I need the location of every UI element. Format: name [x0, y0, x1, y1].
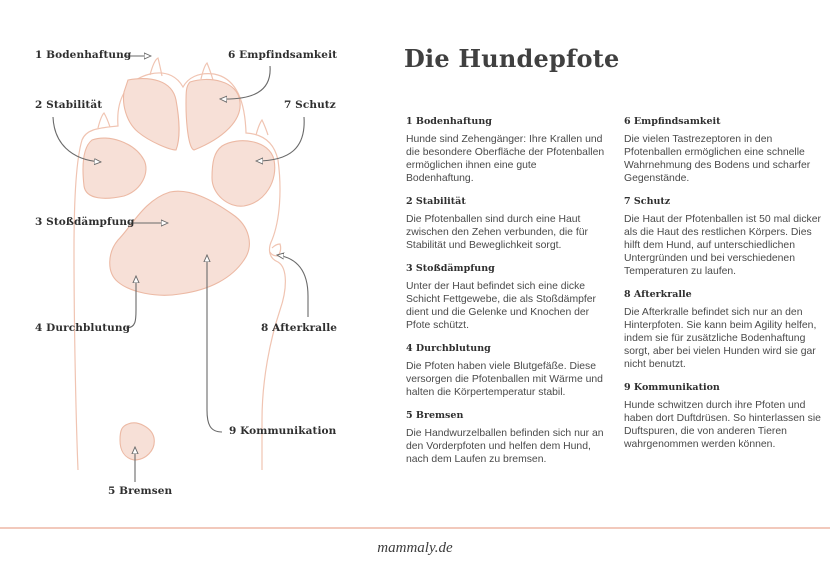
- section-heading: 5 Bremsen: [406, 410, 464, 421]
- section-heading: 9 Kommunikation: [624, 382, 720, 393]
- section-text: Die Afterkralle befindet sich nur an den Hinterpfoten. Sie kann beim Agility helfen, indem sie für zusätzliche Bodenhaftung sorgt, aber bei vielen Hunden wird sie gar nicht benutzt.: [624, 307, 817, 370]
- label-durchblutung: 4 Durchblutung: [35, 322, 131, 334]
- arrow-8: [277, 255, 308, 317]
- paw-diagram: [0, 0, 370, 520]
- info-section: [624, 382, 830, 451]
- label-bodenhaftung: 1 Bodenhaftung: [35, 49, 132, 61]
- page-title: Die Hundepfote: [404, 44, 620, 73]
- toe-pad-2: [186, 79, 240, 150]
- info-section: [406, 196, 606, 252]
- section-text: Die Pfotenballen sind durch eine Haut zwischen den Zehen verbunden, die für Stabilität und Beweglichkeit sorgt.: [406, 214, 588, 251]
- section-heading: 1 Bodenhaftung: [406, 116, 492, 127]
- section-text: Die vielen Tastrezeptoren in den Pfotenballen ermöglichen eine schnelle Wahrnehmung des Bodens und scharfer Gegenstände.: [624, 134, 811, 184]
- section-heading: 7 Schutz: [624, 196, 671, 207]
- claw-2: [201, 63, 213, 80]
- section-heading: 3 Stoßdämpfung: [406, 263, 495, 274]
- info-column-left: [406, 116, 606, 477]
- section-heading: 2 Stabilität: [406, 196, 466, 207]
- section-text: Die Haut der Pfotenballen ist 50 mal dicker als die Haut des restlichen Körpers. Dies hilft dem Hund, auf unterschiedlichen Untergründen und bei verschiedenen Temperaturen zu laufen.: [624, 214, 821, 277]
- section-text: Die Pfoten haben viele Blutgefäße. Diese versorgen die Pfotenballen mit Wärme und halten die Körpertemperatur stabil.: [406, 361, 603, 398]
- info-section: [624, 116, 830, 185]
- info-section: [624, 196, 830, 278]
- info-section: [624, 289, 830, 371]
- toe-pad-3: [83, 138, 146, 198]
- paw-pads: [83, 79, 275, 460]
- toe-pad-1: [124, 79, 179, 150]
- toe-pad-4: [212, 141, 275, 206]
- label-afterkralle: 8 Afterkralle: [261, 322, 338, 334]
- label-bremsen: 5 Bremsen: [108, 485, 173, 497]
- footer-brand: mammaly.de: [377, 540, 453, 556]
- footer-divider: [0, 527, 830, 529]
- section-heading: 4 Durchblutung: [406, 343, 491, 354]
- info-section: [406, 410, 606, 466]
- carpal-pad: [120, 423, 154, 460]
- claw-3: [98, 113, 110, 128]
- section-heading: 6 Empfindsamkeit: [624, 116, 721, 127]
- afterkralle-claw: [270, 244, 281, 256]
- info-section: [406, 343, 606, 399]
- label-empfindsamkeit: 6 Empfindsamkeit: [228, 49, 338, 61]
- main-pad: [110, 191, 250, 295]
- label-kommunikation: 9 Kommunikation: [229, 425, 337, 437]
- label-stossdaempfung: 3 Stoßdämpfung: [35, 216, 135, 228]
- section-heading: 8 Afterkralle: [624, 289, 692, 300]
- info-section: [406, 263, 606, 332]
- section-text: Hunde schwitzen durch ihre Pfoten und haben dort Duftdrüsen. So hinterlassen sie Duftspuren, die von anderen Tieren wahrgenommen werden können.: [624, 400, 821, 450]
- label-stabilitaet: 2 Stabilität: [35, 99, 103, 111]
- section-text: Hunde sind Zehengänger: Ihre Krallen und die besondere Oberfläche der Pfotenballen ermöglichen ihnen eine gute Bodenhaftung.: [406, 134, 605, 184]
- section-text: Unter der Haut befindet sich eine dicke Schicht Fettgewebe, die als Stoßdämpfer dient und die Gelenke und Knochen der Pfote schützt.: [406, 281, 597, 331]
- info-column-right: [624, 116, 830, 462]
- section-text: Die Handwurzelballen befinden sich nur an den Vorderpfoten und helfen dem Hund, nach dem Laufen zu bremsen.: [406, 428, 604, 465]
- info-section: [406, 116, 606, 185]
- claw-4: [256, 120, 268, 135]
- label-schutz: 7 Schutz: [284, 99, 336, 111]
